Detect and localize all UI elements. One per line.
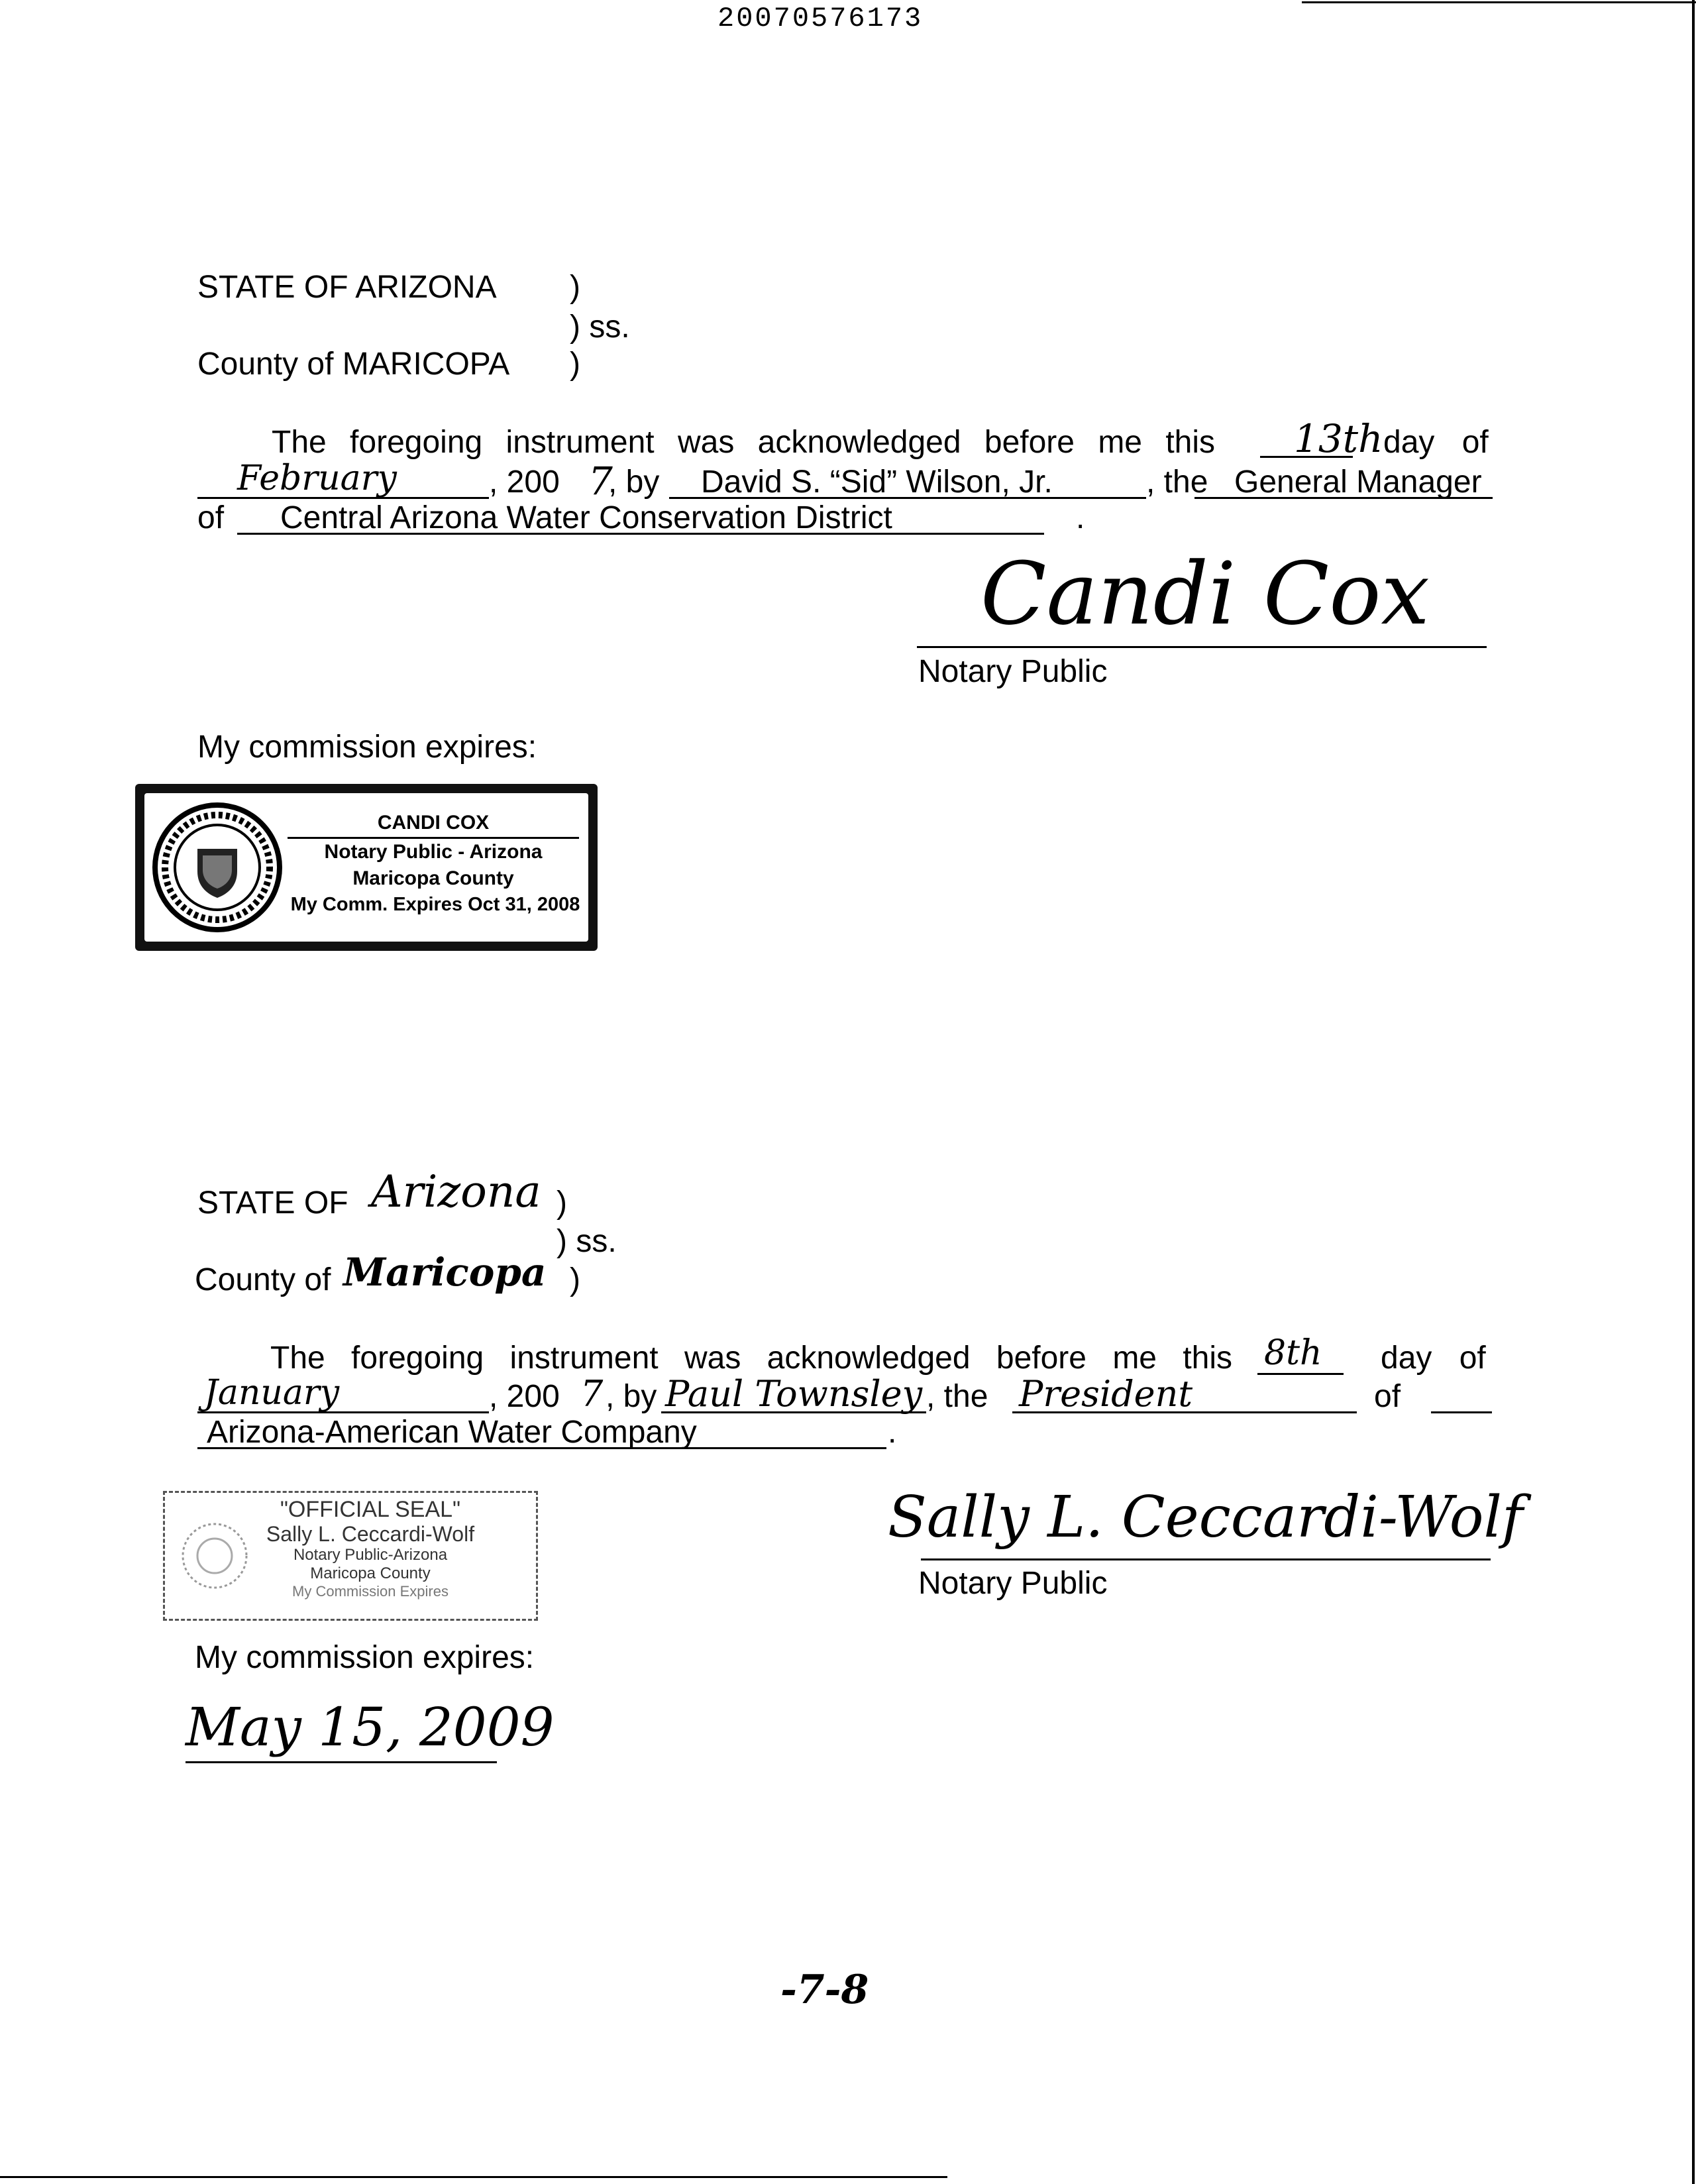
day-of-label: day of xyxy=(1381,1340,1486,1376)
organization-name: Arizona-American Water Company xyxy=(207,1415,697,1450)
commission-expires-label: My commission expires: xyxy=(197,730,537,765)
stamp-line-4: My Comm. Expires Oct 31, 2008 xyxy=(290,894,580,915)
period: . xyxy=(1076,500,1085,535)
month-handwritten: February xyxy=(237,459,397,498)
ack-text: The foregoing instrument was acknowledged before me this xyxy=(272,425,1216,460)
acknowledger-title: General Manager xyxy=(1234,464,1482,500)
paren: ) xyxy=(570,1262,580,1297)
day-handwritten: 13th xyxy=(1294,416,1383,461)
county-handwritten: Maricopa xyxy=(343,1250,547,1295)
acknowledgment-line-3 xyxy=(197,500,1495,539)
commission-date-underline xyxy=(186,1761,497,1763)
county-label: County of MARICOPA xyxy=(197,347,510,382)
seal-line-5: My Commission Expires xyxy=(292,1583,449,1600)
of-label: of xyxy=(1374,1379,1401,1414)
notary-public-label: Notary Public xyxy=(918,1566,1108,1601)
notary-signature: Sally L. Ceccardi-Wolf xyxy=(888,1484,1523,1551)
commission-expires-label: My commission expires: xyxy=(195,1640,535,1675)
notary-public-label: Notary Public xyxy=(918,654,1108,689)
seal-emblem-icon xyxy=(178,1519,251,1592)
state-prefix: STATE OF xyxy=(197,1185,348,1221)
bottom-rule xyxy=(0,2176,947,2178)
year-prefix: , 200 xyxy=(489,1379,560,1414)
seal-line-4: Maricopa County xyxy=(310,1564,431,1582)
commission-date-handwritten: May 15, 2009 xyxy=(186,1696,555,1758)
seal-line-1: "OFFICIAL SEAL" xyxy=(280,1497,461,1522)
organization-name: Central Arizona Water Conservation District xyxy=(280,500,892,535)
signature-line xyxy=(917,646,1487,648)
acknowledgment-line-2 xyxy=(197,1373,1495,1418)
by-label: , by xyxy=(606,1379,657,1414)
year-handwritten: 7 xyxy=(588,459,613,504)
ss-label: ) ss. xyxy=(556,1224,617,1259)
paren: ) xyxy=(556,1185,567,1221)
period: . xyxy=(888,1415,897,1450)
acknowledger-name-handwritten: Paul Townsley xyxy=(665,1373,923,1415)
the-label: , the xyxy=(926,1379,988,1414)
ack-text: The foregoing instrument was acknowledged before me this xyxy=(270,1340,1233,1376)
stamp-name: CANDI COX xyxy=(377,812,490,834)
stamp-line-3: Maricopa County xyxy=(352,867,514,889)
the-label: , the xyxy=(1146,464,1208,500)
acknowledgment-line-1 xyxy=(197,416,1495,464)
month-handwritten: January xyxy=(204,1373,340,1413)
document-number: 20070576173 xyxy=(717,3,924,34)
notary-stamp xyxy=(135,784,598,951)
paren: ) xyxy=(570,270,580,305)
paren: ) xyxy=(570,347,580,382)
by-label: , by xyxy=(608,464,660,500)
state-handwritten: Arizona xyxy=(371,1166,541,1217)
acknowledger-name: David S. “Sid” Wilson, Jr. xyxy=(701,464,1053,500)
notary-signature: Candi Cox xyxy=(980,543,1430,644)
day-handwritten: 8th xyxy=(1264,1333,1322,1373)
signature-line xyxy=(921,1558,1491,1560)
year-handwritten: 7 xyxy=(580,1373,604,1415)
acknowledger-title-handwritten: President xyxy=(1019,1373,1193,1415)
right-edge-rule xyxy=(1692,0,1695,2184)
seal-line-2: Sally L. Ceccardi-Wolf xyxy=(266,1522,475,1546)
ss-label: ) ss. xyxy=(570,309,630,345)
page-mark: -7-8 xyxy=(780,1967,869,2013)
day-of-label: day of xyxy=(1383,425,1489,460)
acknowledgment-line-2 xyxy=(197,459,1495,504)
stamp-line-2: Notary Public - Arizona xyxy=(324,841,543,863)
acknowledgment-line-3 xyxy=(197,1414,1495,1454)
official-seal xyxy=(163,1491,538,1621)
of-label: of xyxy=(197,500,225,535)
year-prefix: , 200 xyxy=(489,464,560,500)
state-label: STATE OF ARIZONA xyxy=(197,270,497,305)
seal-line-3: Notary Public-Arizona xyxy=(293,1546,448,1564)
state-seal-icon xyxy=(151,801,284,934)
county-prefix: County of xyxy=(195,1262,331,1297)
top-right-rule xyxy=(1302,1,1696,3)
